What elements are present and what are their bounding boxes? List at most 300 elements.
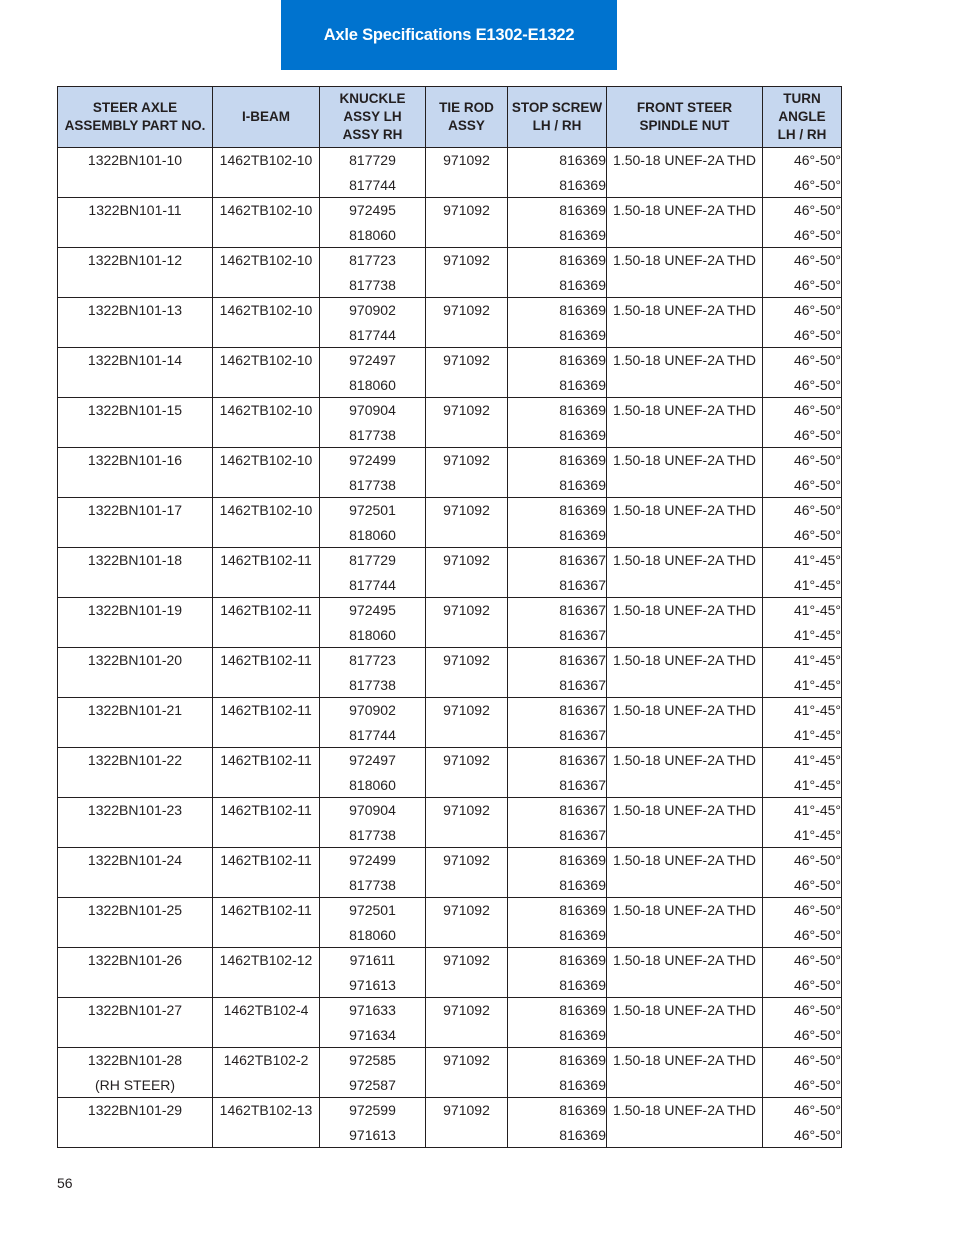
knuckle-cell-line: 972497 (349, 752, 396, 768)
part-number-cell-line: 1322BN101-26 (87, 952, 183, 968)
knuckle-cell (320, 1098, 426, 1148)
tie-rod-cell-line (426, 223, 507, 247)
i-beam-cell (213, 798, 320, 848)
spindle-nut-cell-line: 1.50-18 UNEF-2A THD (613, 852, 756, 868)
tie-rod-cell-line: 971092 (443, 802, 490, 818)
knuckle-cell-line: 972495 (349, 602, 396, 618)
spindle-nut-cell-line (607, 973, 762, 997)
knuckle-cell (320, 448, 426, 498)
stop-screw-cell (508, 698, 607, 748)
part-number-cell-line (58, 623, 212, 647)
i-beam-cell (213, 998, 320, 1048)
i-beam-cell (213, 698, 320, 748)
i-beam-cell (213, 648, 320, 698)
tie-rod-cell-line (426, 723, 507, 747)
knuckle-cell-line: 970902 (349, 702, 396, 718)
knuckle-cell (320, 948, 426, 998)
tie-rod-cell (426, 348, 508, 398)
stop-screw-cell-line: 816369 (559, 927, 606, 943)
i-beam-cell-line: 1462TB102-2 (223, 1052, 309, 1068)
spindle-nut-cell (607, 1098, 763, 1148)
tie-rod-cell-line (426, 823, 507, 847)
stop-screw-cell-line: 816369 (559, 1102, 606, 1118)
tie-rod-cell-line (426, 623, 507, 647)
knuckle-cell (320, 598, 426, 648)
knuckle-cell-line: 818060 (349, 527, 396, 543)
spindle-nut-cell-line: 1.50-18 UNEF-2A THD (613, 352, 756, 368)
part-number-cell-line (58, 373, 212, 397)
turn-angle-cell-line: 46°-50° (793, 1077, 841, 1093)
spindle-nut-cell (607, 198, 763, 248)
part-number-cell-line (58, 973, 212, 997)
turn-angle-cell-line: 41°-45° (793, 627, 841, 643)
part-number-cell-line: 1322BN101-18 (87, 552, 183, 568)
i-beam-cell (213, 948, 320, 998)
knuckle-cell-line: 818060 (349, 227, 396, 243)
turn-angle-cell-line: 46°-50° (793, 427, 841, 443)
stop-screw-cell-line: 816369 (559, 1052, 606, 1068)
table-row (58, 1048, 842, 1098)
knuckle-cell (320, 498, 426, 548)
tie-rod-cell-line (426, 423, 507, 447)
tie-rod-cell (426, 548, 508, 598)
part-number-cell-line: 1322BN101-20 (87, 652, 183, 668)
i-beam-cell-line: 1462TB102-4 (223, 1002, 309, 1018)
part-number-cell-line (58, 223, 212, 247)
part-number-cell (58, 998, 213, 1048)
spindle-nut-cell-line (607, 573, 762, 597)
stop-screw-cell-line: 816369 (559, 877, 606, 893)
turn-angle-cell-line: 41°-45° (793, 802, 841, 818)
i-beam-cell-line (213, 1023, 319, 1047)
spindle-nut-cell-line (607, 1123, 762, 1147)
tie-rod-cell (426, 598, 508, 648)
part-number-cell-line (58, 273, 212, 297)
tie-rod-cell (426, 448, 508, 498)
stop-screw-cell (508, 748, 607, 798)
turn-angle-cell (763, 648, 842, 698)
part-number-cell (58, 398, 213, 448)
header-front-steer-spindle-nut (607, 87, 763, 148)
i-beam-cell-line: 1462TB102-11 (220, 652, 312, 668)
turn-angle-cell (763, 948, 842, 998)
turn-angle-cell-line: 46°-50° (793, 177, 841, 193)
stop-screw-cell (508, 398, 607, 448)
turn-angle-cell (763, 1048, 842, 1098)
stop-screw-cell-line: 816369 (559, 1002, 606, 1018)
header-line: STOP SCREW (511, 100, 603, 115)
header-line: SPINDLE NUT (639, 118, 730, 133)
stop-screw-cell-line: 816367 (559, 602, 606, 618)
knuckle-cell-line: 971613 (349, 1127, 396, 1143)
table-row (58, 498, 842, 548)
turn-angle-cell-line: 46°-50° (793, 202, 841, 218)
tie-rod-cell-line: 971092 (443, 302, 490, 318)
spindle-nut-cell-line (607, 1073, 762, 1097)
i-beam-cell-line: 1462TB102-11 (220, 752, 312, 768)
turn-angle-cell-line: 46°-50° (793, 352, 841, 368)
spindle-nut-cell (607, 948, 763, 998)
turn-angle-cell (763, 998, 842, 1048)
i-beam-cell (213, 448, 320, 498)
i-beam-cell-line (213, 573, 319, 597)
knuckle-cell (320, 198, 426, 248)
stop-screw-cell-line: 816369 (559, 452, 606, 468)
knuckle-cell-line: 817738 (349, 277, 396, 293)
part-number-cell (58, 548, 213, 598)
tie-rod-cell-line: 971092 (443, 352, 490, 368)
turn-angle-cell (763, 898, 842, 948)
table-header (58, 87, 842, 148)
tie-rod-cell-line (426, 173, 507, 197)
page-title-banner (281, 0, 617, 70)
tie-rod-cell-line (426, 323, 507, 347)
tie-rod-cell-line (426, 273, 507, 297)
i-beam-cell-line: 1462TB102-11 (220, 702, 312, 718)
tie-rod-cell-line (426, 873, 507, 897)
i-beam-cell-line (213, 923, 319, 947)
tie-rod-cell (426, 898, 508, 948)
stop-screw-cell (508, 1098, 607, 1148)
turn-angle-cell-line: 46°-50° (793, 327, 841, 343)
i-beam-cell (213, 548, 320, 598)
turn-angle-cell-line: 41°-45° (793, 652, 841, 668)
spindle-nut-cell-line: 1.50-18 UNEF-2A THD (613, 1052, 756, 1068)
part-number-cell-line (58, 923, 212, 947)
i-beam-cell (213, 198, 320, 248)
spindle-nut-cell-line (607, 623, 762, 647)
i-beam-cell (213, 1048, 320, 1098)
header-knuckle-assy (320, 87, 426, 148)
table-row (58, 548, 842, 598)
stop-screw-cell (508, 948, 607, 998)
turn-angle-cell-line: 46°-50° (793, 1027, 841, 1043)
page-number: 56 (57, 1175, 73, 1191)
knuckle-cell (320, 398, 426, 448)
spindle-nut-cell-line (607, 523, 762, 547)
knuckle-cell-line: 817744 (349, 327, 396, 343)
stop-screw-cell-line: 816369 (559, 152, 606, 168)
tie-rod-cell (426, 1098, 508, 1148)
knuckle-cell (320, 998, 426, 1048)
knuckle-cell-line: 817744 (349, 577, 396, 593)
part-number-cell (58, 748, 213, 798)
i-beam-cell-line: 1462TB102-11 (220, 602, 312, 618)
i-beam-cell (213, 598, 320, 648)
stop-screw-cell (508, 198, 607, 248)
stop-screw-cell-line: 816369 (559, 252, 606, 268)
turn-angle-cell (763, 1098, 842, 1148)
header-turn-angle (763, 87, 842, 148)
i-beam-cell (213, 298, 320, 348)
i-beam-cell-line (213, 773, 319, 797)
tie-rod-cell-line (426, 1023, 507, 1047)
stop-screw-cell-line: 816367 (559, 802, 606, 818)
knuckle-cell-line: 817738 (349, 477, 396, 493)
turn-angle-cell-line: 46°-50° (793, 1102, 841, 1118)
knuckle-cell-line: 970904 (349, 802, 396, 818)
stop-screw-cell-line: 816367 (559, 752, 606, 768)
table-row (58, 698, 842, 748)
tie-rod-cell-line: 971092 (443, 902, 490, 918)
table-body (58, 148, 842, 1148)
stop-screw-cell-line: 816367 (559, 577, 606, 593)
part-number-cell-line: 1322BN101-14 (87, 352, 183, 368)
table-row (58, 198, 842, 248)
turn-angle-cell (763, 748, 842, 798)
table-row (58, 898, 842, 948)
spindle-nut-cell-line (607, 473, 762, 497)
turn-angle-cell-line: 46°-50° (793, 1002, 841, 1018)
spindle-nut-cell (607, 698, 763, 748)
tie-rod-cell (426, 648, 508, 698)
tie-rod-cell-line (426, 1123, 507, 1147)
stop-screw-cell-line: 816369 (559, 527, 606, 543)
header-tie-rod-assy (426, 87, 508, 148)
stop-screw-cell-line: 816367 (559, 627, 606, 643)
turn-angle-cell-line: 41°-45° (793, 827, 841, 843)
stop-screw-cell-line: 816369 (559, 1127, 606, 1143)
tie-rod-cell-line: 971092 (443, 152, 490, 168)
turn-angle-cell-line: 41°-45° (793, 702, 841, 718)
tie-rod-cell-line (426, 773, 507, 797)
i-beam-cell (213, 848, 320, 898)
part-number-cell (58, 698, 213, 748)
stop-screw-cell-line: 816367 (559, 827, 606, 843)
turn-angle-cell (763, 248, 842, 298)
part-number-cell (58, 798, 213, 848)
knuckle-cell (320, 298, 426, 348)
knuckle-cell-line: 817744 (349, 177, 396, 193)
spindle-nut-cell-line (607, 223, 762, 247)
i-beam-cell-line (213, 873, 319, 897)
spindle-nut-cell (607, 548, 763, 598)
spindle-nut-cell (607, 848, 763, 898)
turn-angle-cell (763, 798, 842, 848)
spindle-nut-cell (607, 148, 763, 198)
header-line: ANGLE (778, 109, 826, 124)
tie-rod-cell (426, 698, 508, 748)
tie-rod-cell (426, 298, 508, 348)
tie-rod-cell-line (426, 573, 507, 597)
tie-rod-cell (426, 848, 508, 898)
turn-angle-cell-line: 41°-45° (793, 552, 841, 568)
table-row (58, 298, 842, 348)
knuckle-cell-line: 817744 (349, 727, 396, 743)
tie-rod-cell-line (426, 473, 507, 497)
stop-screw-cell (508, 1048, 607, 1098)
knuckle-cell-line: 971613 (349, 977, 396, 993)
part-number-cell-line: 1322BN101-29 (87, 1102, 183, 1118)
tie-rod-cell (426, 998, 508, 1048)
tie-rod-cell-line: 971092 (443, 202, 490, 218)
header-line: FRONT STEER (636, 100, 733, 115)
spindle-nut-cell-line (607, 723, 762, 747)
turn-angle-cell-line: 46°-50° (793, 1052, 841, 1068)
i-beam-cell (213, 498, 320, 548)
spindle-nut-cell-line: 1.50-18 UNEF-2A THD (613, 1002, 756, 1018)
turn-angle-cell-line: 41°-45° (793, 752, 841, 768)
turn-angle-cell-line: 46°-50° (793, 952, 841, 968)
tie-rod-cell-line: 971092 (443, 952, 490, 968)
spindle-nut-cell-line (607, 873, 762, 897)
part-number-cell-line (58, 473, 212, 497)
tie-rod-cell-line: 971092 (443, 602, 490, 618)
part-number-cell-line (58, 573, 212, 597)
tie-rod-cell-line (426, 973, 507, 997)
i-beam-cell-line: 1462TB102-13 (219, 1102, 313, 1118)
header-line: LH / RH (532, 118, 582, 133)
part-number-cell (58, 898, 213, 948)
stop-screw-cell-line: 816369 (559, 477, 606, 493)
spindle-nut-cell (607, 648, 763, 698)
spindle-nut-cell-line: 1.50-18 UNEF-2A THD (613, 1102, 756, 1118)
i-beam-cell-line (213, 1073, 319, 1097)
header-line: ASSY LH (343, 109, 402, 124)
knuckle-cell-line: 817738 (349, 677, 396, 693)
knuckle-cell (320, 1048, 426, 1098)
i-beam-cell-line: 1462TB102-10 (219, 502, 313, 518)
part-number-cell (58, 148, 213, 198)
turn-angle-cell-line: 46°-50° (793, 227, 841, 243)
spindle-nut-cell (607, 498, 763, 548)
i-beam-cell-line (213, 623, 319, 647)
spindle-nut-cell-line: 1.50-18 UNEF-2A THD (613, 452, 756, 468)
tie-rod-cell-line: 971092 (443, 1052, 490, 1068)
part-number-cell (58, 298, 213, 348)
tie-rod-cell-line: 971092 (443, 452, 490, 468)
part-number-cell-line: 1322BN101-13 (87, 302, 183, 318)
stop-screw-cell-line: 816369 (559, 427, 606, 443)
table-row (58, 998, 842, 1048)
knuckle-cell-line: 970902 (349, 302, 396, 318)
i-beam-cell-line (213, 523, 319, 547)
i-beam-cell-line (213, 823, 319, 847)
knuckle-cell-line: 817738 (349, 877, 396, 893)
table-row (58, 798, 842, 848)
stop-screw-cell-line: 816367 (559, 652, 606, 668)
tie-rod-cell (426, 1048, 508, 1098)
i-beam-cell-line (213, 223, 319, 247)
i-beam-cell-line (213, 1123, 319, 1147)
i-beam-cell-line: 1462TB102-10 (219, 352, 313, 368)
tie-rod-cell-line (426, 373, 507, 397)
spindle-nut-cell-line (607, 923, 762, 947)
spindle-nut-cell (607, 348, 763, 398)
i-beam-cell-line: 1462TB102-10 (219, 402, 313, 418)
part-number-cell-line (58, 873, 212, 897)
spindle-nut-cell-line: 1.50-18 UNEF-2A THD (613, 952, 756, 968)
spindle-nut-cell (607, 798, 763, 848)
spindle-nut-cell-line: 1.50-18 UNEF-2A THD (613, 552, 756, 568)
part-number-cell-line: 1322BN101-17 (87, 502, 183, 518)
stop-screw-cell (508, 448, 607, 498)
knuckle-cell-line: 818060 (349, 777, 396, 793)
spindle-nut-cell-line: 1.50-18 UNEF-2A THD (613, 152, 756, 168)
stop-screw-cell (508, 348, 607, 398)
tie-rod-cell-line: 971092 (443, 702, 490, 718)
i-beam-cell-line: 1462TB102-10 (219, 202, 313, 218)
header-line: TIE ROD (439, 100, 494, 115)
turn-angle-cell (763, 198, 842, 248)
table-row (58, 598, 842, 648)
part-number-cell-line: 1322BN101-27 (87, 1002, 183, 1018)
part-number-cell-line: 1322BN101-15 (87, 402, 183, 418)
part-number-cell (58, 498, 213, 548)
i-beam-cell (213, 1098, 320, 1148)
knuckle-cell-line: 972497 (349, 352, 396, 368)
spindle-nut-cell-line: 1.50-18 UNEF-2A THD (613, 752, 756, 768)
spindle-nut-cell (607, 448, 763, 498)
knuckle-cell (320, 698, 426, 748)
part-number-cell (58, 648, 213, 698)
turn-angle-cell-line: 46°-50° (793, 977, 841, 993)
turn-angle-cell (763, 148, 842, 198)
knuckle-cell-line: 817738 (349, 827, 396, 843)
tie-rod-cell-line: 971092 (443, 1102, 490, 1118)
knuckle-cell (320, 248, 426, 298)
table-row (58, 448, 842, 498)
table-row (58, 1098, 842, 1148)
part-number-cell (58, 348, 213, 398)
part-number-cell (58, 198, 213, 248)
i-beam-cell-line (213, 323, 319, 347)
tie-rod-cell-line: 971092 (443, 552, 490, 568)
stop-screw-cell-line: 816369 (559, 227, 606, 243)
spindle-nut-cell-line: 1.50-18 UNEF-2A THD (613, 252, 756, 268)
knuckle-cell (320, 348, 426, 398)
knuckle-cell-line: 818060 (349, 377, 396, 393)
spindle-nut-cell-line: 1.50-18 UNEF-2A THD (613, 202, 756, 218)
knuckle-cell-line: 817738 (349, 427, 396, 443)
part-number-cell-line: 1322BN101-22 (87, 752, 183, 768)
header-line: I-BEAM (242, 109, 290, 124)
part-number-cell (58, 448, 213, 498)
tie-rod-cell-line: 971092 (443, 652, 490, 668)
spindle-nut-cell-line: 1.50-18 UNEF-2A THD (613, 302, 756, 318)
knuckle-cell-line: 972501 (349, 902, 396, 918)
spindle-nut-cell-line: 1.50-18 UNEF-2A THD (613, 802, 756, 818)
turn-angle-cell (763, 598, 842, 648)
stop-screw-cell-line: 816369 (559, 402, 606, 418)
spindle-nut-cell-line: 1.50-18 UNEF-2A THD (613, 902, 756, 918)
stop-screw-cell (508, 498, 607, 548)
i-beam-cell (213, 348, 320, 398)
tie-rod-cell-line: 971092 (443, 502, 490, 518)
part-number-cell-line: 1322BN101-23 (87, 802, 183, 818)
stop-screw-cell-line: 816369 (559, 902, 606, 918)
stop-screw-cell-line: 816369 (559, 977, 606, 993)
knuckle-cell-line: 972599 (349, 1102, 396, 1118)
turn-angle-cell-line: 41°-45° (793, 602, 841, 618)
spindle-nut-cell-line (607, 423, 762, 447)
stop-screw-cell (508, 148, 607, 198)
spindle-nut-cell (607, 398, 763, 448)
tie-rod-cell-line: 971092 (443, 1002, 490, 1018)
turn-angle-cell-line: 41°-45° (793, 727, 841, 743)
knuckle-cell-line: 972499 (349, 852, 396, 868)
turn-angle-cell-line: 46°-50° (793, 277, 841, 293)
header-line: LH / RH (777, 127, 827, 142)
knuckle-cell-line: 970904 (349, 402, 396, 418)
i-beam-cell (213, 248, 320, 298)
stop-screw-cell-line: 816369 (559, 352, 606, 368)
part-number-cell-line (58, 323, 212, 347)
stop-screw-cell-line: 816367 (559, 702, 606, 718)
i-beam-cell-line (213, 273, 319, 297)
spindle-nut-cell-line (607, 373, 762, 397)
part-number-cell-line: 1322BN101-11 (88, 202, 182, 218)
